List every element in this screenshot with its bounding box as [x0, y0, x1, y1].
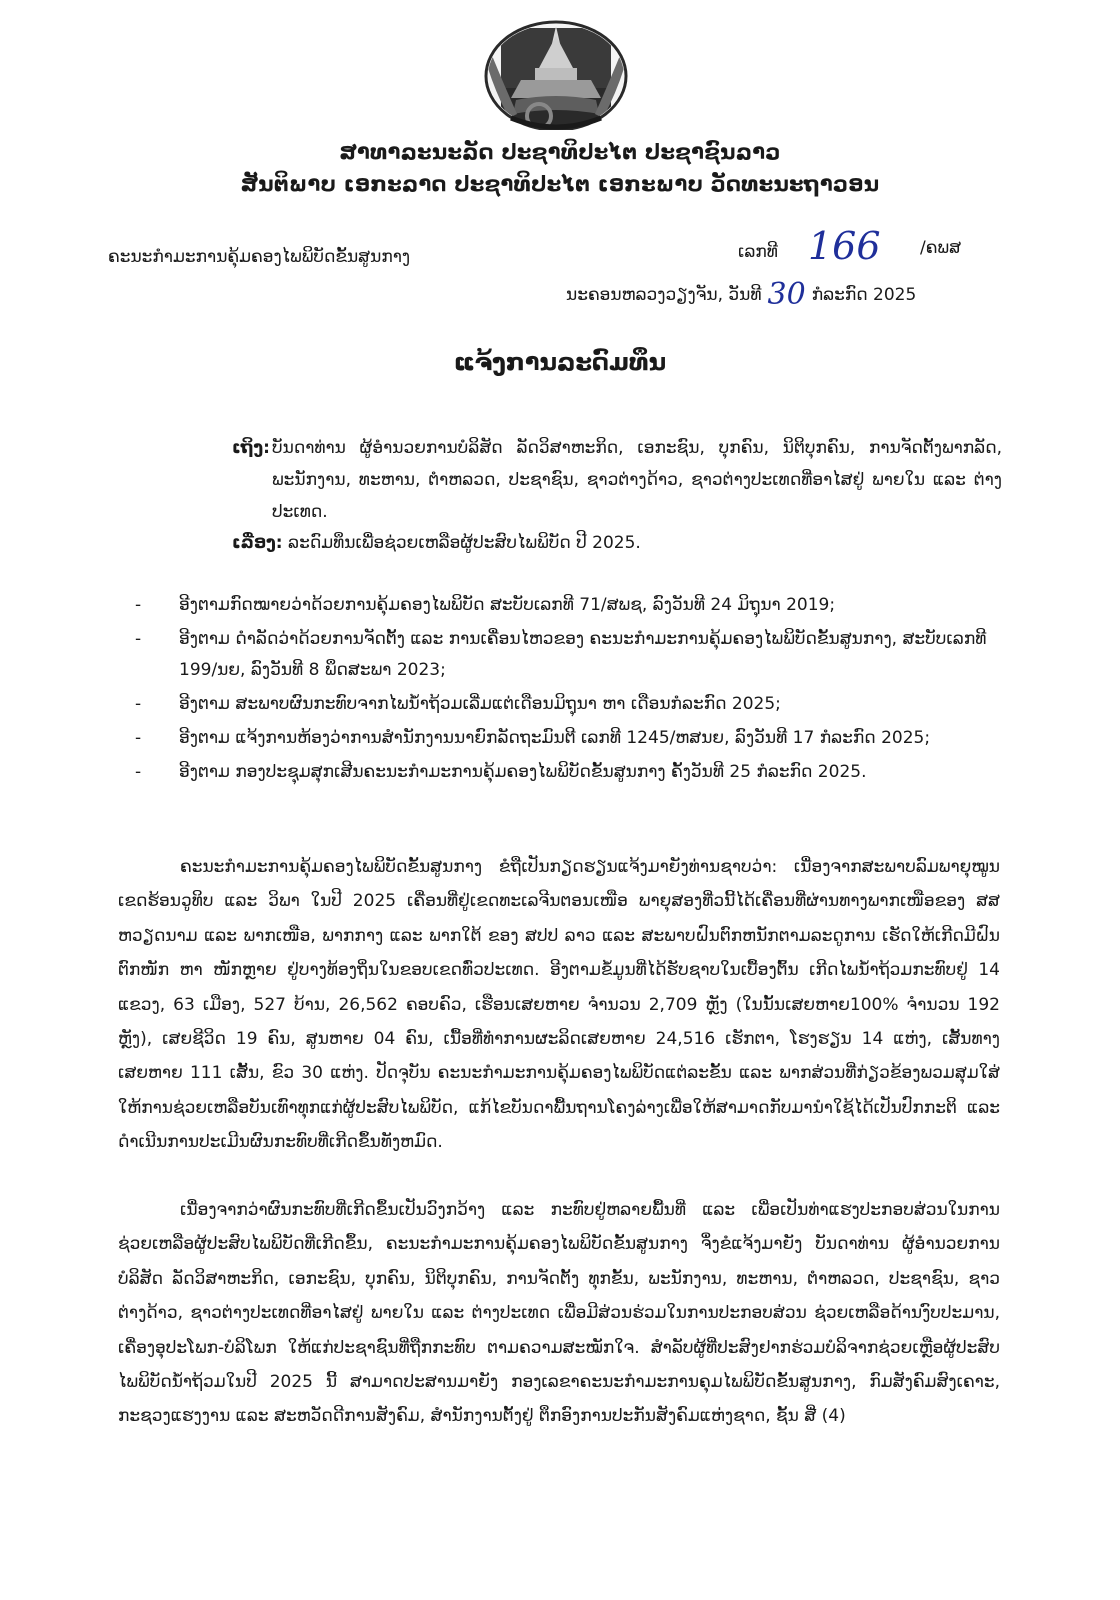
- subject-line: [232, 533, 1002, 553]
- addressee-label: ເຖິງ:: [232, 438, 270, 458]
- issuing-committee: ຄະນະກໍາມະການຄຸ້ມຄອງໄພພິບັດຂັ້ນສູນກາງ: [108, 247, 411, 267]
- list-item: [135, 723, 1000, 754]
- list-item: [135, 757, 1000, 788]
- national-header: ສາທາລະນະລັດ ປະຊາທິປະໄຕ ປະຊາຊົນລາວ: [339, 140, 781, 164]
- list-item-text: ອີງຕາມ ສະພາບຜົນກະທົບຈາກໄພນໍ້າຖ້ວມເລີ່ມແຕ່ເດືອນມິຖຸນາ ຫາ ເດືອນກໍລະກົດ 2025;: [179, 694, 781, 714]
- date-prefix: ນະຄອນຫລວງວຽງຈັນ, ວັນທີ: [566, 285, 762, 305]
- body-paragraph: ຄະນະກໍາມະການຄຸ້ມຄອງໄພພິບັດຂັ້ນສູນກາງ ຂໍຖືເປັນກຽດຮຽນແຈ້ງມາຍັງທ່ານຊາບວ່າ: ເນື່ອງຈາກສະພາບລົມພາຍຸໝູນເຂດຮ້ອນວູທິບ ແລະ ວິພາ ໃນປີ 2025 ເຄື່ອນທີ່ຢູ່ເຂດທະເລຈີນຕອນເໜືອ ພາຍຸສອງທີ່ວນີ້ໄດ້ເຄື່ອນທີ່ຜ່ານທາງພາກເໜືອຂອງ ສສ ຫວຽດນາມ ແລະ ພາກເໜືອ, ພາກກາງ ແລະ ພາກໃຕ້ ຂອງ ສປປ ລາວ ແລະ ສະພາບຝົນຕົກຫນັກຕາມລະດູການ ເຮັດໃຫ້ເກີດມີຝົນຕົກໜັກ ຫາ ໜັກຫຼາຍ ຢູ່ບາງທ້ອງຖິ່ນໃນຂອບເຂດທົ່ວປະເທດ. ອີງຕາມຂໍ້ມູນທີ່ໄດ້ຮັບຊາບໃນເບື້ອງຕົ້ນ ເກີດໄພນໍ້າຖ້ວມກະທົບຢູ່ 14 ແຂວງ, 63 ເມືອງ, 527 ບ້ານ, 26,562 ຄອບຄົວ, ເຮືອນເສຍຫາຍ ຈໍານວນ 2,709 ຫຼັງ (ໃນນັ້ນເສຍຫາຍ100% ຈໍານວນ 192 ຫຼັງ), ເສຍຊີວິດ 19 ຄົນ, ສູນຫາຍ 04 ຄົນ, ເນື້ອທີ່ທໍາການຜະລິດເສຍຫາຍ 24,516 ເຮັກຕາ, ໂຮງຮຽນ 14 ແຫ່ງ, ເສັ້ນທາງເສຍຫາຍ 111 ເສັ້ນ, ຂົວ 30 ແຫ່ງ. ປັດຈຸບັນ ຄະນະກໍາມະການຄຸ້ມຄອງໄພພິບັດແຕ່ລະຂັ້ນ ແລະ ພາກສ່ວນທີ່ກ່ຽວຂ້ອງພວມສຸມໃສ່ໃຫ້ການຊ່ວຍເຫລືອບັນເທົາທຸກແກ່ຜູ້ປະສົບໄພພິບັດ, ແກ້ໄຂບັນດາພື້ນຖານໂຄງລ່າງເພື່ອໃຫ້ສາມາດກັບມານໍາໃຊ້ໄດ້ເປັນປົກກະຕິ ແລະ ດໍາເນີນການປະເມີນຜົນກະທົບທີ່ເກີດຂຶ້ນທັງຫມົດ.: [118, 857, 1000, 1153]
- list-item-text: ອີງຕາມ ແຈ້ງການຫ້ອງວ່າການສໍານັກງານນາຍົກລັດຖະມົນຕີ ເລກທີ 1245/ຫສນຍ, ລົງວັນທີ 17 ກໍລະກົດ 2025;: [179, 728, 931, 748]
- list-item-text: ອີງຕາມກົດໝາຍວ່າດ້ວຍການຄຸ້ມຄອງໄພພິບັດ ສະບັບເລກທີ 71/ສພຊ, ລົງວັນທີ 24 ມິຖຸນາ 2019;: [179, 595, 836, 615]
- addressee-text: ບັນດາທ່ານ ຜູ້ອໍານວຍການບໍລິສັດ ລັດວິສາຫະກິດ, ເອກະຊົນ, ບຸກຄົນ, ນິຕິບຸກຄົນ, ການຈັດຕັ້ງພາກລັດ, ພະນັກງານ, ທະຫານ, ຕໍາຫລວດ, ປະຊາຊົນ, ຊາວຕ່າງດ້າວ, ຊາວຕ່າງປະເທດທີ່ອາໄສຢູ່ ພາຍໃນ ແລະ ຕ່າງປະເທດ.: [272, 438, 1002, 522]
- reference-label: ເລກທີ: [738, 242, 778, 262]
- reference-number: 166: [808, 224, 881, 268]
- legal-references-list: [135, 590, 1000, 791]
- list-item: [135, 689, 1000, 720]
- bullet-dash: -: [135, 694, 142, 714]
- body-paragraph: ເນື່ອງຈາກວ່າຜົນກະທົບທີ່ເກີດຂຶ້ນເປັນວົງກວ້າງ ແລະ ກະທົບຢູ່ຫລາຍພື້ນທີ່ ແລະ ເພື່ອເປັນທ່າແຮງປະກອບສ່ວນໃນການຊ່ວຍເຫລືອຜູ້ປະສົບໄພພິບັດທີ່ເກີດຂຶ້ນ, ຄະນະກໍາມະການຄຸ້ມຄອງໄພພິບັດຂັ້ນສູນກາງ ຈຶ່ງຂໍແຈ້ງມາຍັງ ບັນດາທ່ານ ຜູ້ອໍານວຍການບໍລິສັດ ລັດວິສາຫະກິດ, ເອກະຊົນ, ບຸກຄົນ, ນິຕິບຸກຄົນ, ການຈັດຕັ້ງ ທຸກຂັ້ນ, ພະນັກງານ, ທະຫານ, ຕໍາຫລວດ, ປະຊາຊົນ, ຊາວຕ່າງດ້າວ, ຊາວຕ່າງປະເທດທີ່ອາໄສຢູ່ ພາຍໃນ ແລະ ຕ່າງປະເທດ ເພື່ອມີສ່ວນຮ່ວມໃນການປະກອບສ່ວນ ຊ່ວຍເຫລືອດ້ານງົບປະມານ, ເຄື່ອງອຸປະໂພກ-ບໍລິໂພກ ໃຫ້ແກ່ປະຊາຊົນທີ່ຖືກກະທົບ ຕາມຄວາມສະໝັກໃຈ. ສໍາລັບຜູ້ທີ່ປະສົງຢາກຮ່ວມບໍລິຈາກຊ່ວຍເຫຼືອຜູ້ປະສົບໄພພິບັດນໍ້າຖ້ວມໃນປີ 2025 ນີ້ ສາມາດປະສານມາຍັງ ກອງເລຂາຄະນະກໍາມະການຄຸມໄພພິບັດຂັ້ນສູນກາງ, ກົມສັງຄົມສົງເຄາະ, ກະຊວງແຮງງານ ແລະ ສະຫວັດດີການສັງຄົມ, ສໍານັກງານຕັ້ງຢູ່ ຕຶກອົງການປະກັນສັງຄົມແຫ່ງຊາດ, ຊັ້ນ ສີ່ (4): [118, 1200, 1000, 1427]
- subject-label: ເລື່ອງ:: [232, 533, 283, 553]
- bullet-dash: -: [135, 762, 142, 782]
- date-line: [566, 273, 917, 312]
- reference-suffix: /ຄພສ: [920, 238, 962, 258]
- subject-text: ລະດົມທຶນເພື່ອຊ່ວຍເຫລືອຜູ້ປະສົບໄພພິບັດ ປີ 2025.: [288, 533, 641, 553]
- document-title: ແຈ້ງການລະດົມທຶນ: [453, 348, 667, 376]
- national-emblem: [481, 18, 631, 130]
- date-suffix: ກໍລະກົດ 2025: [811, 285, 917, 305]
- list-item-text: ອີງຕາມ ກອງປະຊຸມສຸກເສີນຄະນະກໍາມະການຄຸ້ມຄອງໄພພິບັດຂັ້ນສູນກາງ ຄັ້ງວັນທີ 25 ກໍລະກົດ 2025.: [179, 762, 867, 782]
- bullet-dash: -: [135, 728, 142, 748]
- national-motto: ສັນຕິພາບ ເອກະລາດ ປະຊາທິປະໄຕ ເອກະພາບ ວັດທະນະຖາວອນ: [240, 172, 880, 196]
- reference-line: [700, 224, 1000, 272]
- list-item: [135, 624, 1000, 686]
- date-day: 30: [767, 277, 806, 312]
- bullet-dash: -: [135, 629, 142, 649]
- list-item: [135, 590, 1000, 621]
- bullet-dash: -: [135, 595, 142, 615]
- list-item-text: ອີງຕາມ ດໍາລັດວ່າດ້ວຍການຈັດຕັ້ງ ແລະ ການເຄື່ອນໄຫວຂອງ ຄະນະກໍາມະການຄຸ້ມຄອງໄພພິບັດຂັ້ນສູນກາງ, ສະບັບເລກທີ 199/ນຍ, ລົງວັນທີ 8 ພຶດສະພາ 2023;: [179, 629, 987, 680]
